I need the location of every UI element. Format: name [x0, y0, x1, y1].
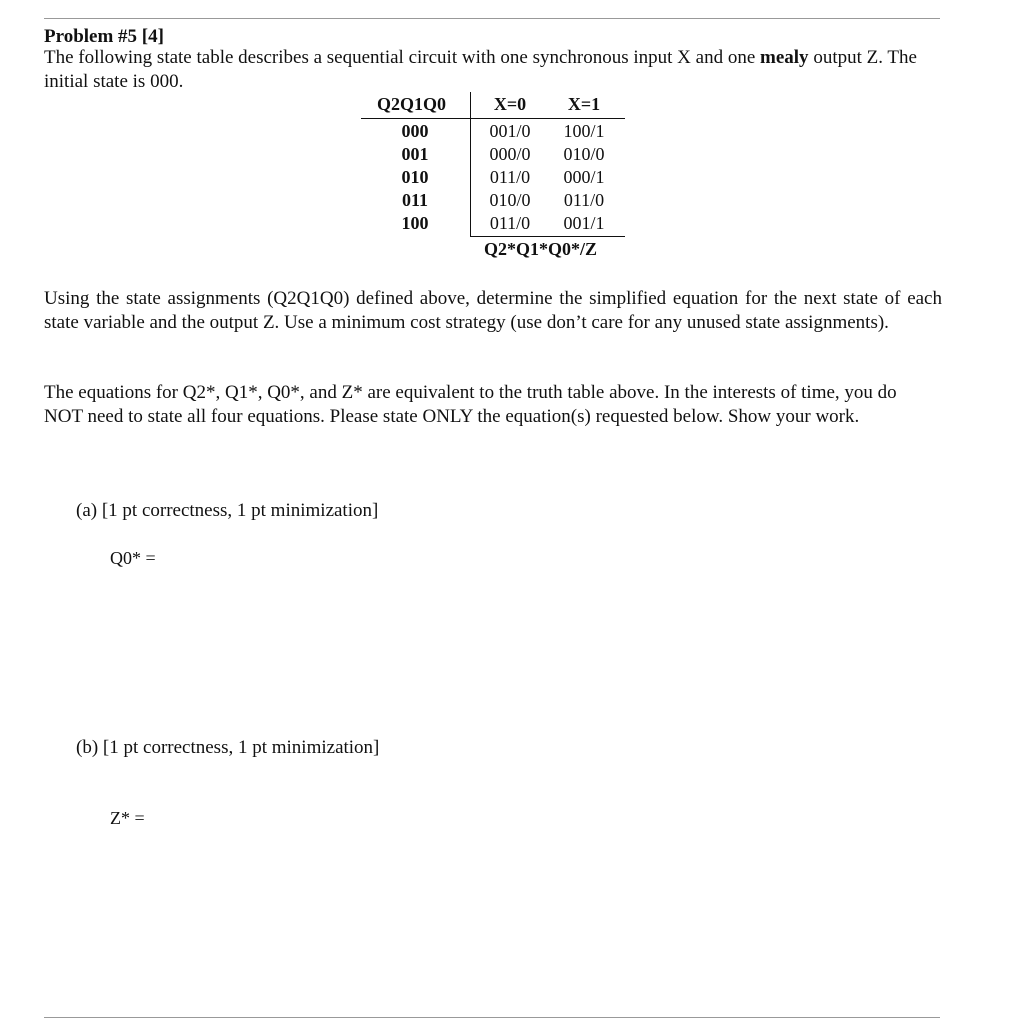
table-row-state: 001 — [401, 144, 429, 164]
intro-text-b: output Z. The initial state is 000. — [44, 47, 917, 92]
table-row-state: 011 — [401, 190, 428, 210]
table-row-next-x0: 011/0 — [489, 167, 531, 187]
table-row-next-x0: 011/0 — [489, 213, 531, 233]
table-row-next-x0: 001/0 — [489, 121, 531, 141]
intro-bold-mealy: mealy — [760, 47, 809, 68]
question-a-answer-prompt: Q0* = — [110, 548, 156, 568]
table-row-state: 100 — [401, 213, 429, 233]
table-row-next-x0: 010/0 — [489, 190, 531, 210]
problem-intro — [44, 46, 942, 93]
bottom-rule — [44, 1017, 940, 1018]
table-row-next-x1: 000/1 — [563, 167, 605, 187]
question-a-label: (a) [1 pt correctness, 1 pt minimization] — [76, 500, 379, 521]
input-header-x0: X=0 — [493, 94, 527, 114]
intro-text-a: The following state table describes a sequential circuit with one synchronous input X and one — [44, 47, 761, 68]
input-header-x1: X=1 — [567, 94, 601, 114]
table-row-state: 000 — [401, 121, 429, 141]
table-row-next-x1: 011/0 — [563, 190, 605, 210]
state-column-header: Q2Q1Q0 — [377, 94, 447, 114]
table-row-next-x1: 100/1 — [563, 121, 605, 141]
problem-title: Problem #5 [4] — [44, 26, 164, 47]
table-row-next-x1: 001/1 — [563, 213, 605, 233]
table-header-rule — [361, 118, 625, 119]
top-rule — [44, 18, 940, 19]
table-row-next-x1: 010/0 — [563, 144, 605, 164]
table-footer-label: Q2*Q1*Q0*/Z — [484, 239, 598, 259]
question-b-label: (b) [1 pt correctness, 1 pt minimization] — [76, 737, 380, 758]
table-divider — [470, 92, 471, 237]
instructions-paragraph-1: Using the state assignments (Q2Q1Q0) defined above, determine the simplified equation for the next state of each state variable and the output Z. Use a minimum cost strategy (use don’t care for any unused state assignments). — [44, 288, 942, 333]
table-row-state: 010 — [401, 167, 429, 187]
table-row-next-x0: 000/0 — [489, 144, 531, 164]
question-b-answer-prompt: Z* = — [110, 808, 145, 828]
table-footer-rule — [470, 236, 625, 237]
instructions-paragraph-2: The equations for Q2*, Q1*, Q0*, and Z* are equivalent to the truth table above. In the interests of time, you do NOT need to state all four equations. Please state ONLY the equation(s) requested below. Show your work. — [44, 382, 897, 427]
